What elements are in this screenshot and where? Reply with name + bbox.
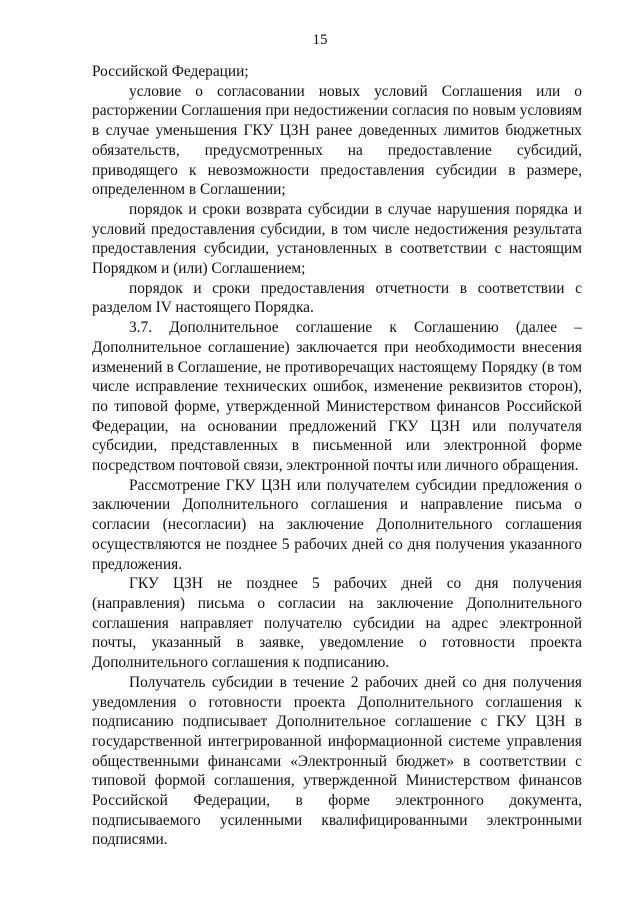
paragraph-8: Получатель субсидии в течение 2 рабочих дней со дня получения уведомления о готовности проекта Дополнительного соглашения к подписанию подписывает Дополнительное соглашение с ГКУ ЦЗН в государственной интегрированной информационной системе управления общественными финансами «Электронный бюджет» в соответствии с типовой формой соглашения, утвержденной Министерством финансов Российской Федерации, в форме электронного документа, подписываемого усиленными квалифицированными электронными подписями. (92, 673, 582, 849)
paragraph-2: условие о согласовании новых условий Соглашения или о расторжении Соглашения при недостижении согласия по новым условиям в случае уменьшения ГКУ ЦЗН ранее доведенных лимитов бюджетных обязательств, предусмотренных на предоставление субсидий, приводящего к невозможности предоставления субсидии в размере, определенном в Соглашении; (92, 82, 582, 199)
paragraph-7: ГКУ ЦЗН не позднее 5 рабочих дней со дня получения (направления) письма о согласии на заключение Дополнительного соглашения направляет получателю субсидии на адрес электронной почты, указанный в заявке, уведомление о готовности проекта Дополнительного соглашения к подписанию. (92, 575, 582, 672)
paragraph-3: порядок и сроки возврата субсидии в случае нарушения порядка и условий предоставления субсидии, в том числе недостижения результата предоставления субсидии, установленных в соответствии с настоящим Порядком и (или) Соглашением; (92, 200, 582, 278)
paragraph-1: Российской Федерации; (92, 63, 249, 80)
page-number: 15 (312, 32, 328, 48)
document-body (92, 62, 582, 850)
paragraph-4: порядок и сроки предоставления отчетности в соответствии с разделом IV настоящего Порядка. (92, 279, 582, 317)
paragraph-6: Рассмотрение ГКУ ЦЗН или получателем субсидии предложения о заключении Дополнительного соглашения и направление письма о согласии (несогласии) на заключение Дополнительного соглашения осуществляются не позднее 5 рабочих дней со дня получения указанного предложения. (92, 476, 582, 573)
paragraph-5: 3.7. Дополнительное соглашение к Соглашению (далее – Дополнительное соглашение) заключается при необходимости внесения изменений в Соглашение, не противоречащих настоящему Порядку (в том числе исправление технических ошибок, изменение реквизитов сторон), по типовой форме, утвержденной Министерством финансов Российской Федерации, на основании предложений ГКУ ЦЗН или получателя субсидии, представленных в письменной или электронной форме посредством почтовой связи, электронной почты или личного обращения. (92, 319, 582, 475)
